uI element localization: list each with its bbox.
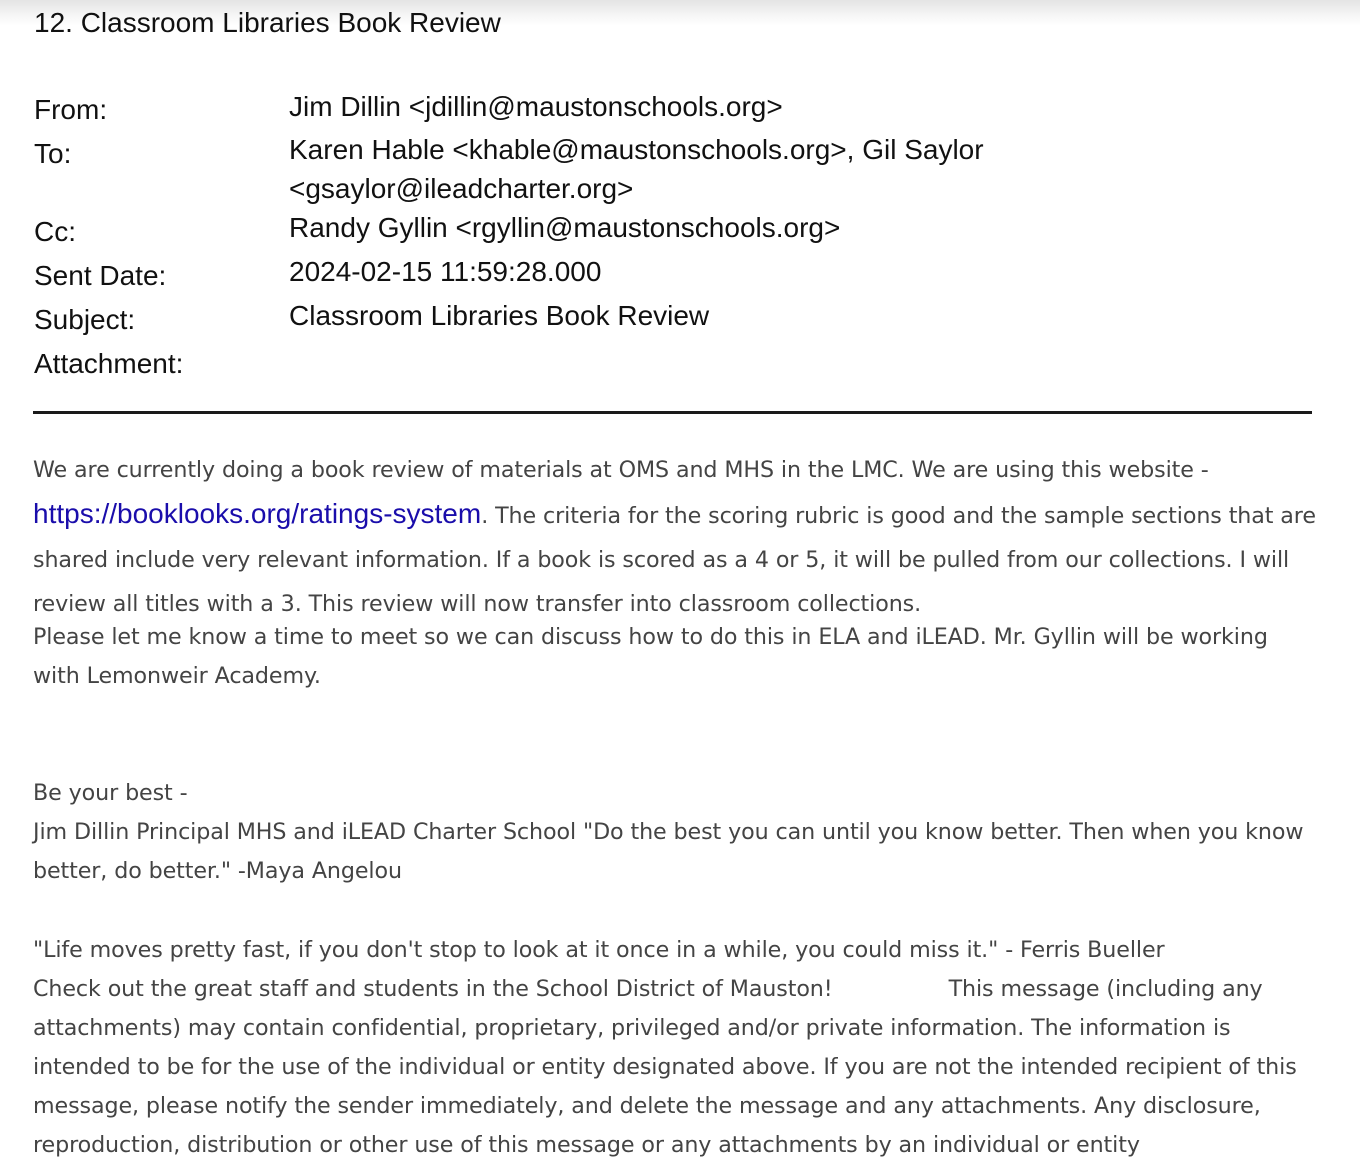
header-divider — [33, 411, 1312, 414]
attachment-label: Attachment: — [34, 348, 184, 379]
signature-sign-off: Be your best - — [33, 780, 188, 806]
body-paragraph-1 — [33, 448, 1318, 626]
sent-date-value: 2024-02-15 11:59:28.000 — [289, 256, 602, 287]
signature-block — [33, 774, 1318, 891]
subject-value: Classroom Libraries Book Review — [289, 300, 710, 331]
paragraph-1-rest: . The criteria for the scoring rubric is good and the sample sections that are shared include very relevant information. If a book is scored as a 4 or 5, it will be pulled from our collections. I will review all titles with a 3. This review will now transfer into classroom collections. — [33, 503, 1316, 617]
cc-value: Randy Gyllin <rgyllin@maustonschools.org> — [289, 212, 841, 243]
to-value: Karen Hable <khable@maustonschools.org>, Gil Saylor <gsaylor@ileadcharter.org> — [289, 134, 984, 204]
body-paragraph-2: Please let me know a time to meet so we can discuss how to do this in ELA and iLEAD. Mr. Gyllin will be working with Lemonweir Academy. — [33, 624, 1268, 689]
paragraph-1-intro: We are currently doing a book review of materials at OMS and MHS in the LMC. We are using this website - — [33, 457, 1209, 483]
document-title: 12. Classroom Libraries Book Review — [34, 7, 501, 38]
to-label: To: — [34, 138, 72, 169]
from-value: Jim Dillin <jdillin@maustonschools.org> — [289, 91, 783, 122]
sent-date-label: Sent Date: — [34, 260, 167, 291]
check-out-text: Check out the great staff and students in the School District of Mauston! — [33, 976, 833, 1002]
subject-label: Subject: — [34, 304, 136, 335]
cc-label: Cc: — [34, 216, 76, 247]
confidentiality-disclaimer: This message (including any attachments) may contain confidential, proprietary, privileged and/or private information. The information is intended to be for the use of the individual or entity designated above. If you are not the intended recipient of this message, please notify the sender immediately, and delete the message and any attachments. Any disclosure, reproduction, distribution or other use of this message or any attachments by an individual or entity — [33, 976, 1297, 1158]
footer-paragraph — [33, 970, 1318, 1165]
signature-name-and-quote: Jim Dillin Principal MHS and iLEAD Charter School "Do the best you can until you know better. Then when you know better, do better." -Maya Angelou — [33, 819, 1304, 884]
from-label: From: — [34, 94, 108, 125]
ferris-bueller-quote: "Life moves pretty fast, if you don't stop to look at it once in a while, you could miss it." - Ferris Bueller — [33, 937, 1165, 963]
booklooks-link[interactable]: https://booklooks.org/ratings-system — [33, 498, 482, 529]
footer-block — [33, 931, 1318, 1165]
